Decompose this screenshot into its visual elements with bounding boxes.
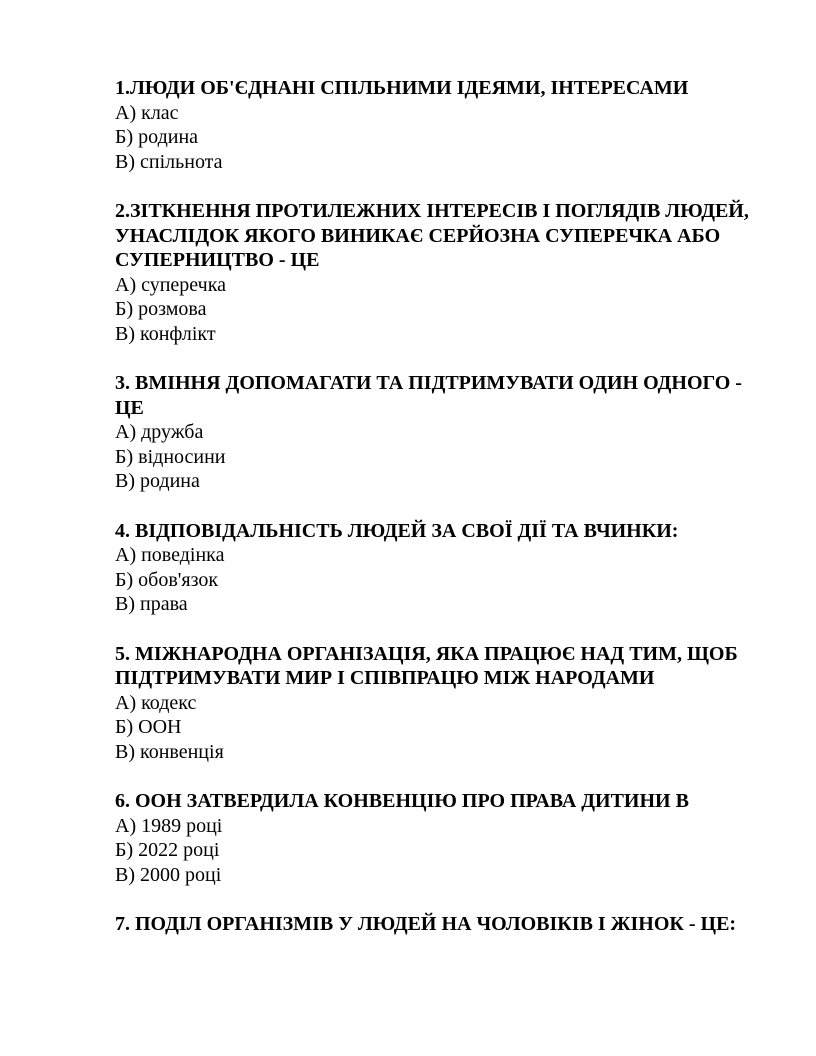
- answer-options: [115, 420, 775, 494]
- answer-options: [115, 101, 775, 175]
- answer-option-c: В) права: [115, 593, 188, 615]
- answer-options: [115, 543, 775, 617]
- answer-option-b: Б) відносини: [115, 445, 226, 468]
- answer-option-c: В) конвенція: [115, 740, 224, 763]
- answer-option-a: А) суперечка: [115, 273, 227, 296]
- answer-option-c: В) 2000 році: [115, 863, 222, 886]
- question-title: 6. ООН ЗАТВЕРДИЛА КОНВЕНЦІЮ ПРО ПРАВА ДИТИНИ В: [115, 790, 689, 812]
- question-2: [115, 199, 775, 346]
- question-1: [115, 76, 775, 174]
- answer-option-c: В) родина: [115, 470, 200, 492]
- question-6: [115, 789, 775, 887]
- answer-option-a: А) дружба: [115, 421, 204, 443]
- answer-option-a: А) поведінка: [115, 544, 225, 566]
- answer-options: [115, 814, 775, 888]
- question-4: [115, 519, 775, 617]
- answer-option-b: Б) ООН: [115, 716, 182, 738]
- question-title: 4. ВІДПОВІДАЛЬНІСТЬ ЛЮДЕЙ ЗА СВОЇ ДІЇ ТА ВЧИНКИ:: [115, 519, 679, 542]
- question-7: [115, 912, 775, 937]
- question-3: [115, 371, 775, 494]
- question-title: 2.ЗІТКНЕННЯ ПРОТИЛЕЖНИХ ІНТЕРЕСІВ І ПОГЛЯДІВ ЛЮДЕЙ, УНАСЛІДОК ЯКОГО ВИНИКАЄ СЕРЙОЗНА СУПЕРЕЧКА АБО СУПЕРНИЦТВО - ЦЕ: [115, 200, 749, 271]
- answer-option-a: А) 1989 році: [115, 814, 223, 837]
- answer-option-b: Б) розмова: [115, 298, 207, 320]
- answer-option-c: В) спільнота: [115, 150, 223, 173]
- answer-option-c: В) конфлікт: [115, 322, 216, 345]
- question-title: 1.ЛЮДИ ОБ'ЄДНАНІ СПІЛЬНИМИ ІДЕЯМИ, ІНТЕРЕСАМИ: [115, 77, 689, 99]
- answer-option-b: Б) родина: [115, 126, 199, 148]
- question-title: 7. ПОДІЛ ОРГАНІЗМІВ У ЛЮДЕЙ НА ЧОЛОВІКІВ І ЖІНОК - ЦЕ:: [115, 913, 737, 935]
- answer-option-a: А) клас: [115, 101, 179, 124]
- question-5: [115, 642, 775, 765]
- answer-options: [115, 691, 775, 765]
- question-title: 5. МІЖНАРОДНА ОРГАНІЗАЦІЯ, ЯКА ПРАЦЮЄ НАД ТИМ, ЩОБ ПІДТРИМУВАТИ МИР І СПІВПРАЦЮ МІЖ НАРОДАМИ: [115, 642, 738, 689]
- answer-option-b: Б) 2022 році: [115, 839, 220, 861]
- answer-options: [115, 273, 775, 347]
- document-page: [115, 76, 775, 962]
- question-title: 3. ВМІННЯ ДОПОМАГАТИ ТА ПІДТРИМУВАТИ ОДИН ОДНОГО - ЦЕ: [115, 372, 742, 419]
- answer-option-a: А) кодекс: [115, 691, 197, 714]
- answer-option-b: Б) обов'язок: [115, 568, 219, 591]
